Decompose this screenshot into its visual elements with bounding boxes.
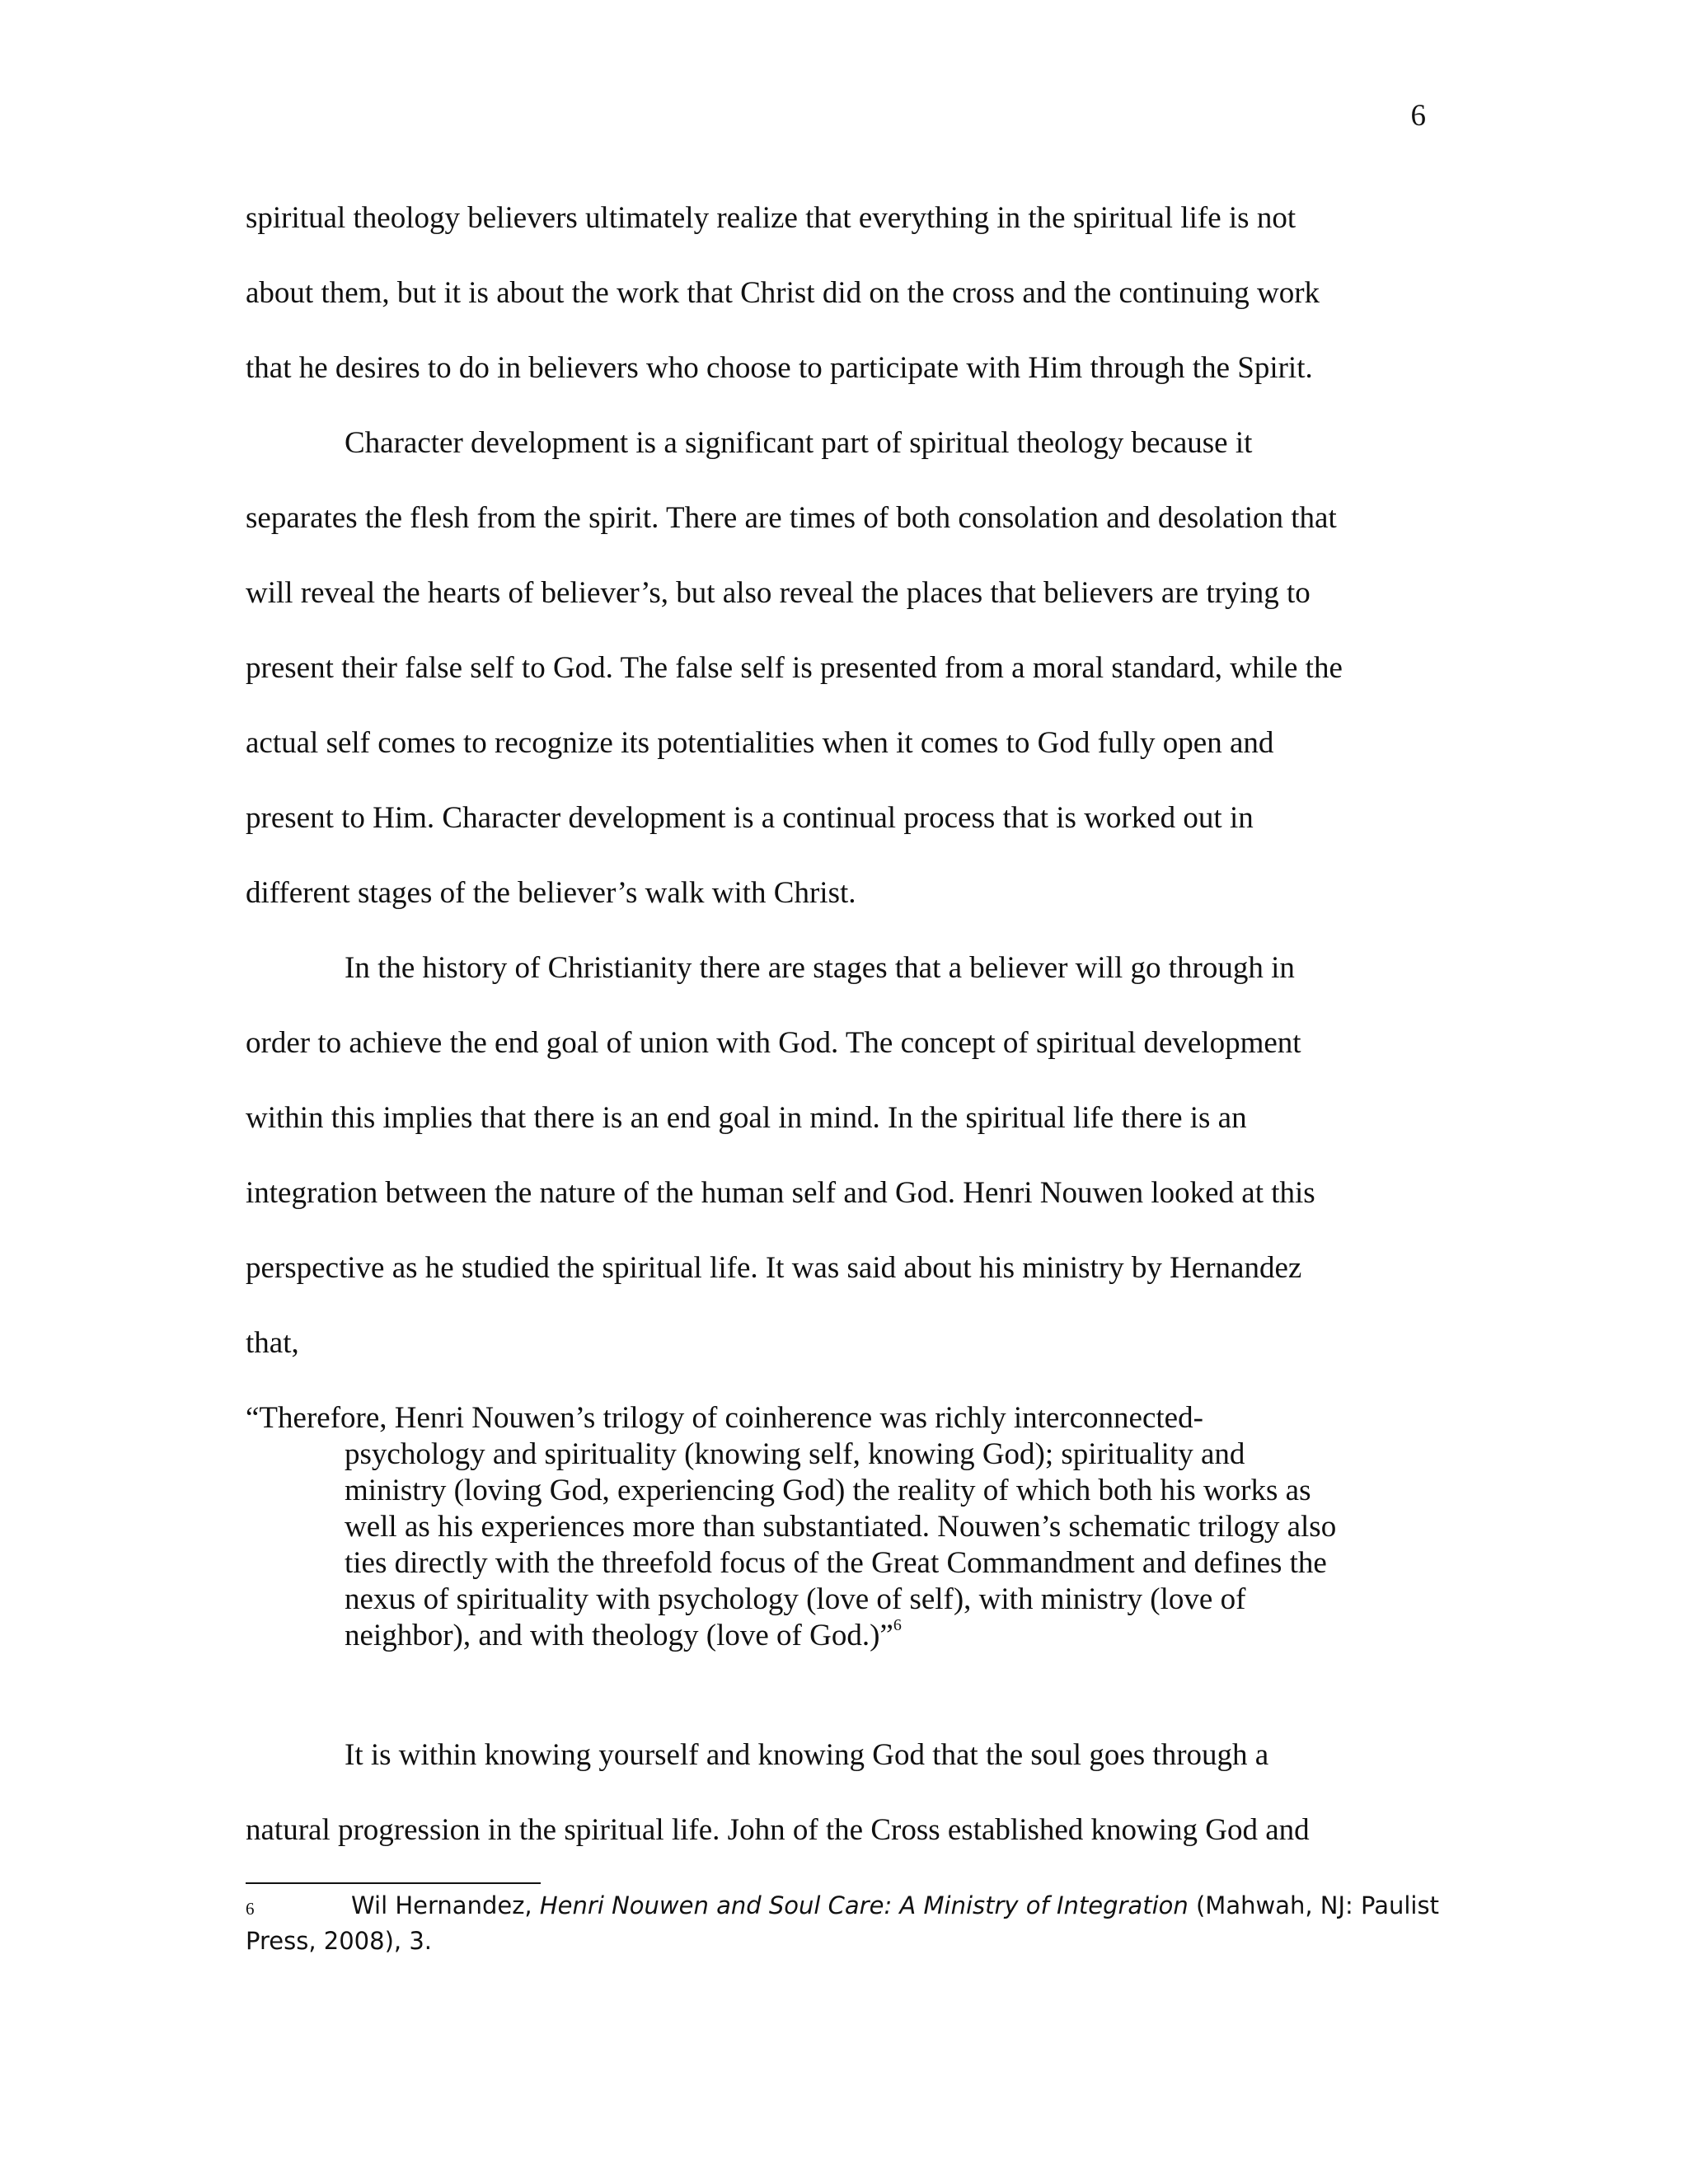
body-line: In the history of Christianity there are stages that a believer will go through in xyxy=(345,951,1295,985)
block-quote-text: neighbor), and with theology (love of God.)” xyxy=(345,1619,893,1652)
footnote-continuation: Press, 2008), 3. xyxy=(246,1927,432,1955)
footnote-separator xyxy=(246,1882,541,1884)
body-line: perspective as he studied the spiritual life. It was said about his ministry by Hernandez xyxy=(246,1251,1302,1285)
footnote-publication: (Mahwah, NJ: Paulist xyxy=(1188,1891,1439,1919)
body-line: actual self comes to recognize its potentialities when it comes to God fully open and xyxy=(246,726,1274,760)
body-line: natural progression in the spiritual life. John of the Cross established knowing God and xyxy=(246,1813,1310,1847)
body-line: spiritual theology believers ultimately realize that everything in the spiritual life is not xyxy=(246,201,1296,235)
body-line: within this implies that there is an end goal in mind. In the spiritual life there is an xyxy=(246,1101,1247,1135)
footnote-reference[interactable]: 6 xyxy=(893,1616,902,1634)
footnote-number: 6 xyxy=(246,1899,255,1919)
block-quote-line: nexus of spirituality with psychology (love of self), with ministry (love of xyxy=(345,1582,1246,1616)
block-quote-line: well as his experiences more than substantiated. Nouwen’s schematic trilogy also xyxy=(345,1510,1337,1544)
body-line: that he desires to do in believers who choose to participate with Him through the Spirit. xyxy=(246,351,1313,385)
body-line: It is within knowing yourself and knowing God that the soul goes through a xyxy=(345,1738,1269,1772)
body-line: order to achieve the end goal of union with God. The concept of spiritual development xyxy=(246,1026,1301,1060)
page-number: 6 xyxy=(1410,99,1426,133)
footnote-title: Henri Nouwen and Soul Care: A Ministry of Integration xyxy=(539,1891,1189,1919)
body-line: that, xyxy=(246,1326,299,1360)
body-line: separates the flesh from the spirit. There are times of both consolation and desolation that xyxy=(246,501,1337,535)
body-line: about them, but it is about the work that Christ did on the cross and the continuing work xyxy=(246,276,1320,310)
body-line: integration between the nature of the human self and God. Henri Nouwen looked at this xyxy=(246,1176,1315,1210)
block-quote-line: psychology and spirituality (knowing self, knowing God); spirituality and xyxy=(345,1437,1245,1471)
body-line: different stages of the believer’s walk with Christ. xyxy=(246,876,856,910)
block-quote-line: ministry (loving God, experiencing God) the reality of which both his works as xyxy=(345,1474,1311,1507)
body-line: present to Him. Character development is a continual process that is worked out in xyxy=(246,801,1254,835)
footnote-author: Wil Hernandez, xyxy=(351,1891,540,1919)
footnote-text xyxy=(351,1891,1439,1919)
body-line: Character development is a significant part of spiritual theology because it xyxy=(345,426,1253,460)
block-quote-line xyxy=(345,1616,902,1652)
block-quote-line: “Therefore, Henri Nouwen’s trilogy of coinherence was richly interconnected- xyxy=(246,1401,1203,1435)
body-line: will reveal the hearts of believer’s, but also reveal the places that believers are trying to xyxy=(246,576,1311,610)
body-line: present their false self to God. The false self is presented from a moral standard, while the xyxy=(246,651,1343,685)
block-quote-line: ties directly with the threefold focus of the Great Commandment and defines the xyxy=(345,1546,1327,1580)
